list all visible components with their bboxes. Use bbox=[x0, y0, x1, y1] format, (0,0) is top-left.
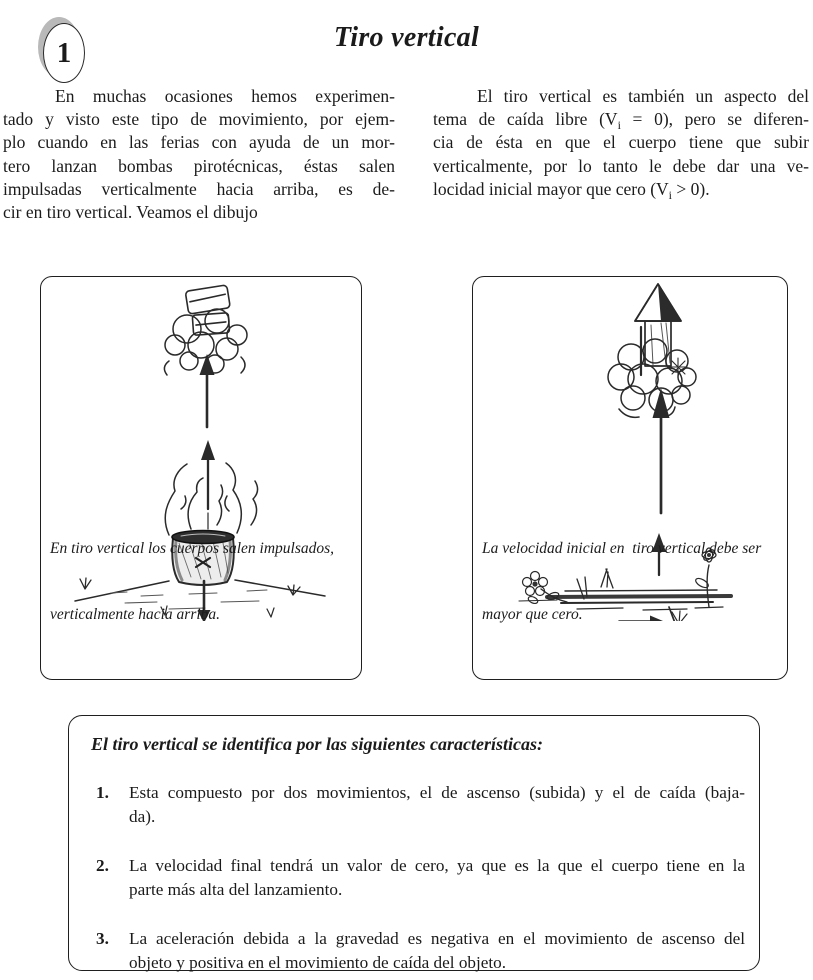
figure-rocket-box bbox=[472, 276, 788, 680]
item-text-line: da). bbox=[129, 807, 156, 826]
figure-mortar-box bbox=[40, 276, 362, 680]
up-arrow-long bbox=[200, 354, 215, 427]
item-text-line: La velocidad final tendrá un valor de cero, ya que es la que el cuerpo tiene en la bbox=[129, 856, 745, 875]
intro-left-line: plo cuando en las ferias con ayuda de un mor- bbox=[3, 132, 395, 153]
item-number: 2. bbox=[96, 856, 109, 875]
intro-right-line: El tiro vertical es también un aspecto del bbox=[477, 86, 809, 106]
item-text-line: La aceleración debida a la gravedad es negativa en el movimiento de ascenso del bbox=[129, 929, 745, 948]
item-text-line: parte más alta del lanzamiento. bbox=[129, 880, 343, 899]
characteristic-item-3 bbox=[96, 927, 745, 975]
characteristics-box bbox=[68, 715, 760, 971]
characteristic-item-1 bbox=[96, 781, 745, 829]
item-text-line: objeto y positiva en el movimiento de caída del objeto. bbox=[129, 953, 507, 972]
chapter-number: 1 bbox=[56, 36, 72, 69]
characteristic-item-2 bbox=[96, 854, 745, 902]
intro-left-line: tero lanzan bombas pirotécnicas, éstas salen bbox=[3, 155, 395, 176]
intro-left-line: cir en tiro vertical. Veamos el dibujo bbox=[3, 202, 258, 223]
velocity-subscript: i bbox=[668, 187, 673, 202]
item-number: 1. bbox=[96, 783, 109, 802]
intro-right-column bbox=[433, 85, 809, 201]
intro-left-column bbox=[3, 85, 395, 224]
intro-right-line: tema de caída libre $(V_i = 0)$, pero se diferen- bbox=[433, 109, 810, 133]
characteristics-heading: El tiro vertical se identifica por las siguientes características: bbox=[91, 734, 543, 754]
item-number: 3. bbox=[96, 929, 109, 948]
intro-right-line: verticalmente, por lo tanto le debe dar una ve- bbox=[433, 155, 809, 176]
intro-left-line: En muchas ocasiones hemos experimen- bbox=[55, 86, 395, 106]
rocket bbox=[635, 284, 681, 375]
velocity-subscript: i bbox=[617, 118, 621, 133]
figure-mortar-caption: En tiro vertical los cuerpos salen impulsados, verticalmente hacia arriba. bbox=[50, 540, 335, 623]
figure-rocket-caption: La velocidad inicial en tiro vertical debe ser mayor que cero. bbox=[482, 540, 762, 623]
intro-right-line: locidad inicial mayor que cero $(V_i > 0)$. bbox=[433, 178, 710, 202]
intro-right-line: cia de ésta en que el cuerpo tiene que subir bbox=[433, 132, 809, 153]
page-title: Tiro vertical bbox=[333, 22, 480, 53]
intro-left-line: impulsadas verticalmente hacia arriba, es de- bbox=[3, 178, 395, 199]
intro-left-line: tado y visto este tipo de movimiento, por ejem- bbox=[3, 109, 395, 130]
item-text-line: Esta compuesto por dos movimientos, el de ascenso (subida) y el de caída (baja- bbox=[129, 783, 745, 802]
